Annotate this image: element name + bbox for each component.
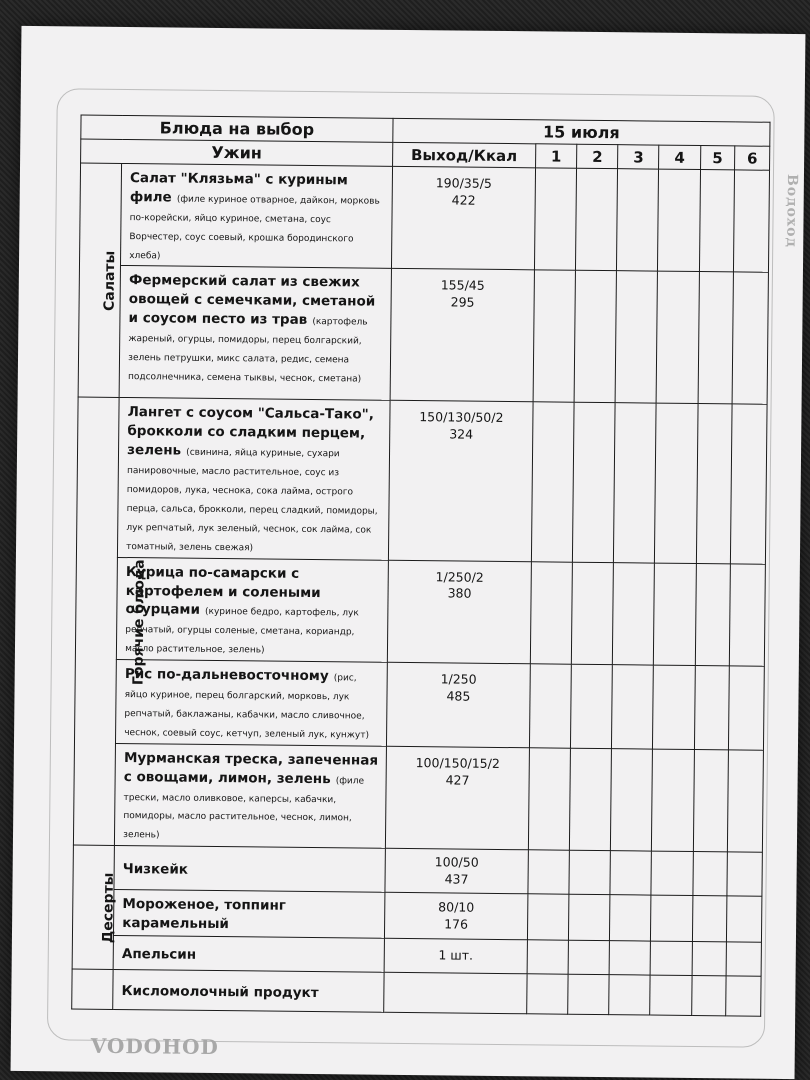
- day-4-header: 4: [659, 145, 700, 169]
- day-cell[interactable]: [534, 168, 576, 271]
- dish-row: [116, 660, 388, 746]
- day-cell[interactable]: [527, 974, 569, 1014]
- dish-row: [117, 557, 389, 662]
- day-cell[interactable]: [569, 748, 611, 851]
- day-cell[interactable]: [615, 271, 658, 403]
- day-cell[interactable]: [694, 666, 730, 750]
- day-1-header: 1: [535, 144, 576, 168]
- day-cell[interactable]: [568, 940, 610, 974]
- dish-row: [114, 846, 385, 893]
- meal-title: Ужин: [81, 139, 393, 166]
- day-cell[interactable]: [695, 563, 731, 666]
- day-5-header: 5: [700, 146, 735, 170]
- dish-composition: (картофель жареный, огурцы, помидоры, перец болгарский, зелень петрушки, микс салата, редис, семена подсолнечника, семена тыквы, чеснок, сметана): [127, 317, 368, 385]
- dish-yield: 190/35/5 422: [391, 166, 535, 270]
- dish-composition: (филе куриное отварное, дайкон, морковь по-корейски, яйцо куриное, сметана, соус Ворчестер, соус соевый, крошка бородинского хлеба): [129, 194, 380, 261]
- day-cell[interactable]: [528, 850, 570, 894]
- day-cell[interactable]: [651, 851, 693, 895]
- dish-composition: (филе трески, масло оливковое, каперсы, кабачки, помидоры, масло растительное, чеснок, лимон, зелень): [123, 775, 365, 841]
- brand-watermark-bottom: VODOHOD: [90, 1033, 219, 1060]
- day-3-header: 3: [618, 145, 659, 169]
- dish-name: Салат "Клязьма" с куриным филе: [129, 170, 348, 206]
- day-cell[interactable]: [571, 562, 613, 665]
- day-cell[interactable]: [726, 976, 761, 1016]
- day-cell[interactable]: [691, 975, 726, 1015]
- dish-row: [119, 266, 391, 401]
- day-cell[interactable]: [613, 562, 655, 665]
- dish-name: Апельсин: [121, 945, 197, 963]
- date-header: 15 июля: [393, 118, 770, 146]
- menu-table: [71, 115, 770, 1017]
- dish-yield: 100/50 437: [385, 848, 528, 893]
- day-cell[interactable]: [653, 665, 695, 749]
- day-cell[interactable]: [651, 895, 693, 941]
- menu-sheet: [11, 26, 806, 1079]
- day-cell[interactable]: [609, 941, 651, 975]
- yield-header: Выход/Ккал: [393, 142, 536, 167]
- dish-row: [118, 398, 390, 560]
- dish-composition: (рис, яйцо куриное, перец болгарский, морковь, лук репчатый, баклажаны, кабачки, масло сливочное, чеснок, соевый соус, кетчуп, зеленый лук, кунжут): [124, 673, 370, 741]
- day-cell[interactable]: [692, 941, 727, 975]
- day-cell[interactable]: [729, 666, 765, 750]
- day-cell[interactable]: [569, 894, 611, 940]
- section-hot: Горячие блюда: [73, 398, 119, 846]
- dish-row: [113, 935, 384, 972]
- dish-yield: 1/250/2 380: [387, 560, 531, 664]
- dish-row: [115, 743, 387, 848]
- day-cell[interactable]: [610, 895, 652, 941]
- day-cell[interactable]: [610, 851, 652, 895]
- dish-composition: (свинина, яйца куриные, сухари панировочные, масло растительное, соус из помидоров, лука, чеснока, сока лайма, острого перца, сальса, брокколи, перец сладкий, помидоры, лук репчатый, лук зеленый, чеснок, сок лайма, сок томатный, зелень свежая): [126, 447, 378, 554]
- day-cell[interactable]: [614, 403, 657, 563]
- dish-row: [121, 163, 393, 268]
- day-cell[interactable]: [609, 975, 651, 1015]
- day-cell[interactable]: [728, 750, 764, 853]
- day-cell[interactable]: [650, 975, 692, 1015]
- day-cell[interactable]: [531, 402, 574, 562]
- choice-title: Блюда на выбор: [81, 115, 393, 142]
- day-cell[interactable]: [655, 404, 698, 564]
- dish-yield: 150/130/50/2 324: [388, 401, 533, 562]
- day-cell[interactable]: [730, 563, 766, 666]
- dish-yield: 1 шт.: [384, 938, 527, 973]
- brand-watermark-side: Водоход: [783, 173, 800, 248]
- day-cell[interactable]: [569, 850, 611, 894]
- day-cell[interactable]: [533, 270, 576, 402]
- day-cell[interactable]: [727, 896, 762, 942]
- dish-yield: 155/45 295: [390, 269, 534, 402]
- day-cell[interactable]: [528, 747, 570, 850]
- day-cell[interactable]: [573, 403, 616, 563]
- day-cell[interactable]: [692, 896, 727, 942]
- day-cell[interactable]: [734, 170, 770, 273]
- day-2-header: 2: [577, 144, 618, 168]
- day-cell[interactable]: [527, 894, 569, 940]
- day-cell[interactable]: [727, 852, 762, 896]
- dish-name: Мороженое, топпинг карамельный: [122, 896, 286, 933]
- day-cell[interactable]: [611, 748, 653, 851]
- day-cell[interactable]: [530, 561, 572, 664]
- day-cell[interactable]: [656, 272, 699, 404]
- dish-yield: 100/150/15/2 427: [385, 746, 529, 850]
- section-desserts: Десерты: [72, 845, 114, 969]
- day-cell[interactable]: [568, 974, 610, 1014]
- dish-name: Лангет с соусом "Сальса-Тако", брокколи со сладким перцем, зелень: [127, 404, 374, 459]
- day-cell[interactable]: [576, 168, 618, 271]
- dish-row: [114, 890, 385, 939]
- day-cell[interactable]: [698, 272, 734, 404]
- dish-yield: 80/10 176: [384, 892, 527, 939]
- day-cell[interactable]: [658, 169, 700, 272]
- day-cell[interactable]: [651, 941, 693, 975]
- day-cell[interactable]: [612, 665, 654, 749]
- dish-name: Кисломолочный продукт: [121, 982, 319, 1001]
- dish-composition: (куриное бедро, картофель, лук репчатый, огурцы соленые, сметана, кориандр, масло растительное, зелень): [125, 607, 359, 656]
- day-cell[interactable]: [693, 852, 728, 896]
- dish-name: Курица по-самарски с картофелем и солеными огурцами: [125, 563, 321, 619]
- day-cell[interactable]: [527, 940, 569, 974]
- dish-name: Чизкейк: [122, 860, 189, 878]
- dish-name: Рис по-дальневосточному: [124, 666, 329, 685]
- day-cell[interactable]: [693, 749, 729, 852]
- day-cell[interactable]: [571, 664, 613, 748]
- dish-yield: [384, 972, 527, 1013]
- day-cell[interactable]: [726, 942, 761, 976]
- day-cell[interactable]: [654, 563, 696, 666]
- day-cell[interactable]: [574, 271, 617, 403]
- section-empty: [72, 969, 114, 1009]
- day-cell[interactable]: [731, 404, 767, 563]
- day-cell[interactable]: [696, 404, 732, 563]
- day-cell[interactable]: [732, 272, 768, 404]
- day-cell[interactable]: [652, 749, 694, 852]
- day-6-header: 6: [735, 146, 770, 170]
- section-salads: Салаты: [78, 163, 122, 398]
- dish-yield: 1/250 485: [386, 662, 530, 747]
- day-cell[interactable]: [617, 169, 659, 272]
- dish-name: Фермерский салат из свежих овощей с семечками, сметаной и соусом песто из трав: [128, 272, 376, 329]
- dish-row: [113, 969, 384, 1012]
- dish-name: Мурманская треска, запеченная с овощами, лимон, зелень: [123, 749, 379, 787]
- day-cell[interactable]: [529, 664, 571, 748]
- day-cell[interactable]: [699, 170, 735, 273]
